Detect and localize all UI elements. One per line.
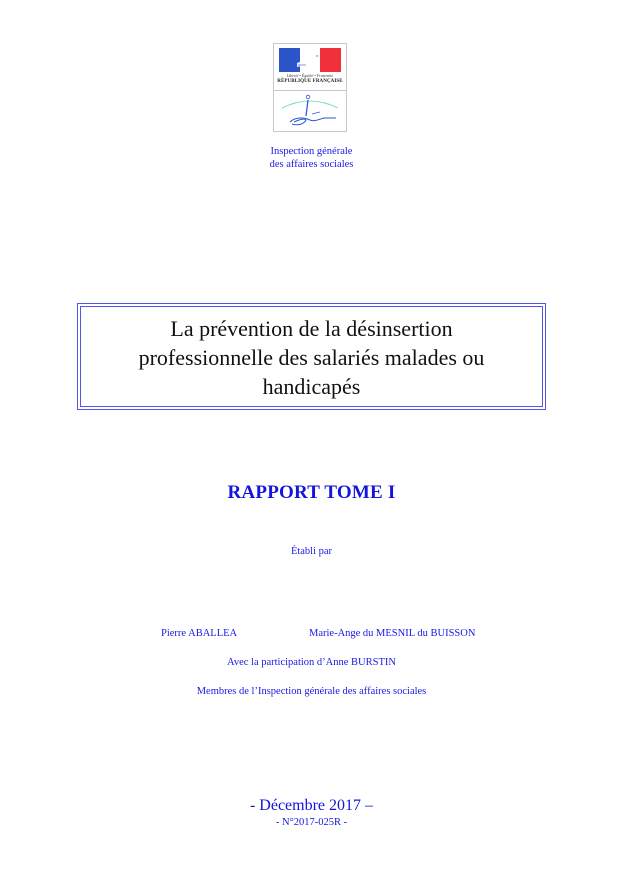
- organization-name: [200, 146, 423, 171]
- report-date: - Décembre 2017 –: [249, 797, 374, 814]
- logo-block: [273, 43, 347, 132]
- country-text: RÉPUBLIQUE FRANÇAISE: [277, 79, 343, 84]
- report-heading: RAPPORT TOME I: [227, 482, 396, 503]
- established-by-label: Établi par: [290, 546, 333, 557]
- report-reference: - N°2017-025R -: [275, 817, 348, 828]
- igas-emblem-icon: [276, 92, 344, 130]
- republique-francaise-logo: [274, 44, 346, 91]
- title-line-3: handicapés: [262, 373, 361, 399]
- title-line-2: professionnelle des salariés malades ou: [138, 344, 485, 370]
- tricolore-flag: [279, 48, 341, 72]
- author-name: Pierre ABALLEA: [161, 628, 238, 639]
- report-title: [102, 314, 522, 401]
- organization-line-2: des affaires sociales: [269, 158, 354, 170]
- motto-text: Liberté • Égalité • Fraternité: [286, 73, 334, 78]
- title-box: [77, 303, 546, 410]
- participation-text: Avec la participation d’Anne BURSTIN: [227, 657, 396, 668]
- organization-line-1: Inspection générale: [270, 146, 353, 157]
- members-text: Membres de l’Inspection générale des affaires sociales: [196, 686, 427, 697]
- author-name: Marie-Ange du MESNIL du BUISSON: [309, 628, 476, 639]
- marianne-icon: [293, 50, 327, 72]
- title-line-1: La prévention de la désinsertion: [170, 315, 453, 341]
